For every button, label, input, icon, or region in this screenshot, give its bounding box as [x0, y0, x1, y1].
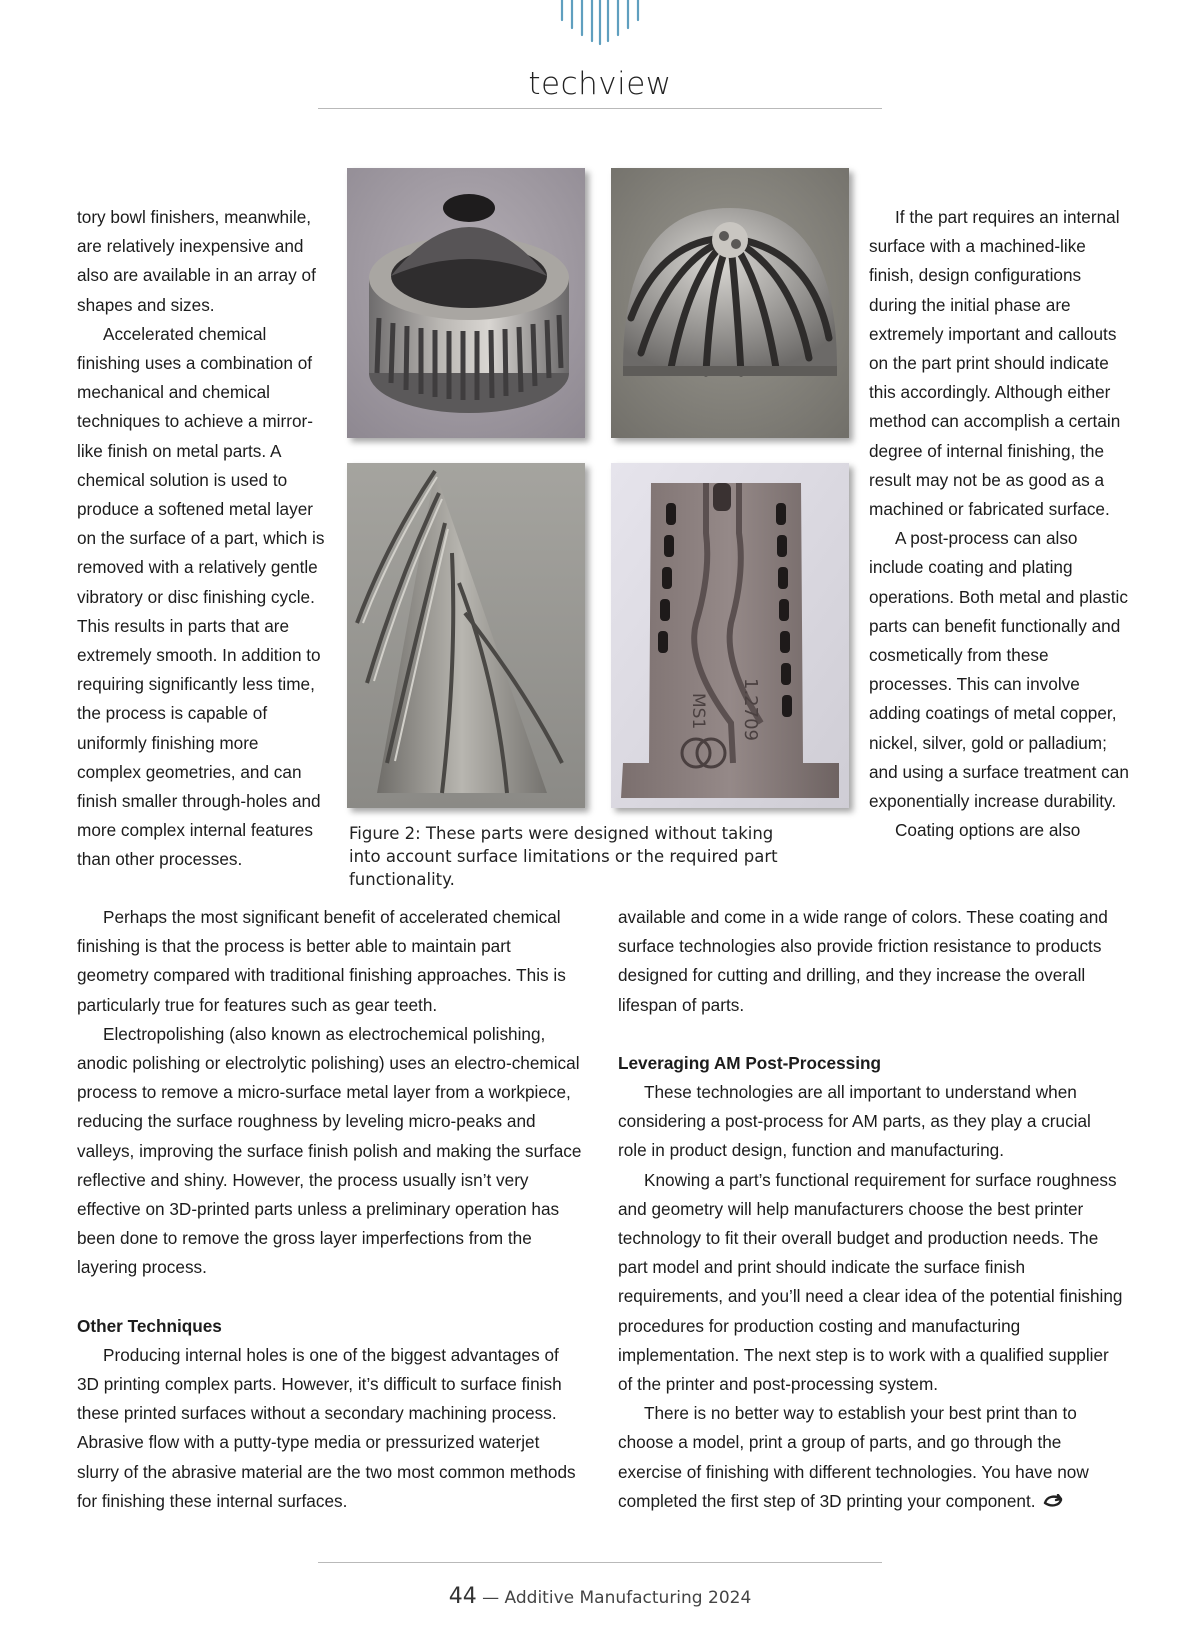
- paragraph: Accelerated chemical finishing uses a combination of mechanical and chemical techniques to achieve a mirror-like finish on metal parts. A chemical solution is used to produce a softened metal layer on the surface of a part, which is removed with a relatively gentle vibratory or disc finishing cycle. This results in parts that are extremely smooth. In addition to requiring significantly less time, the process is capable of uniformly finishing more complex geometries, and can finish smaller through-holes and more complex internal features than other processes.: [77, 323, 325, 870]
- part-marking-2: 1.2709: [740, 678, 761, 741]
- right-column-top: [869, 203, 1131, 845]
- left-column-bottom: [77, 903, 582, 1516]
- figure-photo-dome: [611, 168, 849, 438]
- figure-photo-bracket: [611, 463, 849, 808]
- right-column-bottom: [618, 903, 1123, 1516]
- part-marking-1: MS1: [688, 693, 708, 730]
- paragraph: These technologies are all important to understand when considering a post-process for AM parts, as they play a crucial role in product design, function and manufacturing.: [618, 1082, 1091, 1161]
- section-title: techview: [528, 66, 672, 102]
- figure-photo-ring: [347, 168, 585, 438]
- subheading-other-techniques: Other Techniques: [77, 1315, 222, 1336]
- page-footer: [318, 1584, 882, 1609]
- paragraph: Coating options are also: [895, 820, 1081, 841]
- left-column-top: [77, 203, 327, 875]
- end-mark-icon: [1042, 1494, 1064, 1508]
- page-number: 44: [448, 1584, 477, 1609]
- figure-photo-helix-cone: [347, 463, 585, 808]
- paragraph: Perhaps the most significant benefit of accelerated chemical finishing is that the process is better able to maintain part geometry compared with traditional finishing approaches. This is particularly true for features such as gear teeth.: [77, 907, 566, 1015]
- header-rule: [318, 108, 882, 109]
- paragraph: If the part requires an internal surface with a machined-like finish, design configurations during the initial phase are extremely important and callouts on the part print should indicate this accordingly. Although either method can accomplish a certain degree of internal finishing, the result may not be as good as a machined or fabricated surface.: [869, 207, 1121, 520]
- footer-separator: —: [482, 1588, 500, 1608]
- paragraph-text: There is no better way to establish your best print than to choose a model, print a group of parts, and go through the exercise of finishing with different technologies. You have now completed the first step of 3D printing your component.: [618, 1403, 1089, 1511]
- figure-caption: Figure 2: These parts were designed without taking into account surface limitations or the required part functionality.: [349, 824, 778, 889]
- publication-name: Additive Manufacturing 2024: [504, 1588, 752, 1608]
- paragraph: available and come in a wide range of colors. These coating and surface technologies also provide friction resistance to products designed for cutting and drilling, and they increase the overall lifespan of parts.: [618, 907, 1108, 1015]
- paragraph: Producing internal holes is one of the biggest advantages of 3D printing complex parts. However, it’s difficult to surface finish these printed surfaces without a secondary machining process. Abrasive flow with a putty-type media or pressurized waterjet slurry of the abrasive material are the two most common methods for finishing these internal surfaces.: [77, 1344, 576, 1511]
- paragraph: Electropolishing (also known as electrochemical polishing, anodic polishing or electrolytic polishing) uses an electro-chemical process to remove a micro-surface metal layer from a workpiece, reducing the surface roughness by leveling micro-peaks and valleys, improving the surface finish polish and making the surface reflective and shiny. However, the process usually isn’t very effective on 3D-printed parts unless a preliminary operation has been done to remove the gross layer imperfections from the layering process.: [77, 1023, 582, 1278]
- footer-rule: [318, 1562, 882, 1563]
- paragraph: A post-process can also include coating and plating operations. Both metal and plastic parts can benefit functionally and cosmetically from these processes. This can involve adding coatings of metal copper, nickel, silver, gold or palladium; and using a surface treatment can exponentially increase durability.: [869, 528, 1129, 812]
- paragraph: [618, 1399, 1123, 1516]
- paragraph: tory bowl finishers, meanwhile, are relatively inexpensive and also are available in an array of shapes and sizes.: [77, 207, 316, 315]
- subheading-leveraging: Leveraging AM Post-Processing: [618, 1052, 881, 1073]
- publication-logo-icon: [555, 0, 645, 46]
- paragraph: Knowing a part’s functional requirement for surface roughness and geometry will help manufacturers choose the best printer technology to fit their overall budget and production needs. The part model and print should indicate the surface finish requirements, and you’ll need a clear idea of the potential finishing procedures for production costing and manufacturing implementation. The next step is to work with a qualified supplier of the printer and post-processing system.: [618, 1169, 1123, 1395]
